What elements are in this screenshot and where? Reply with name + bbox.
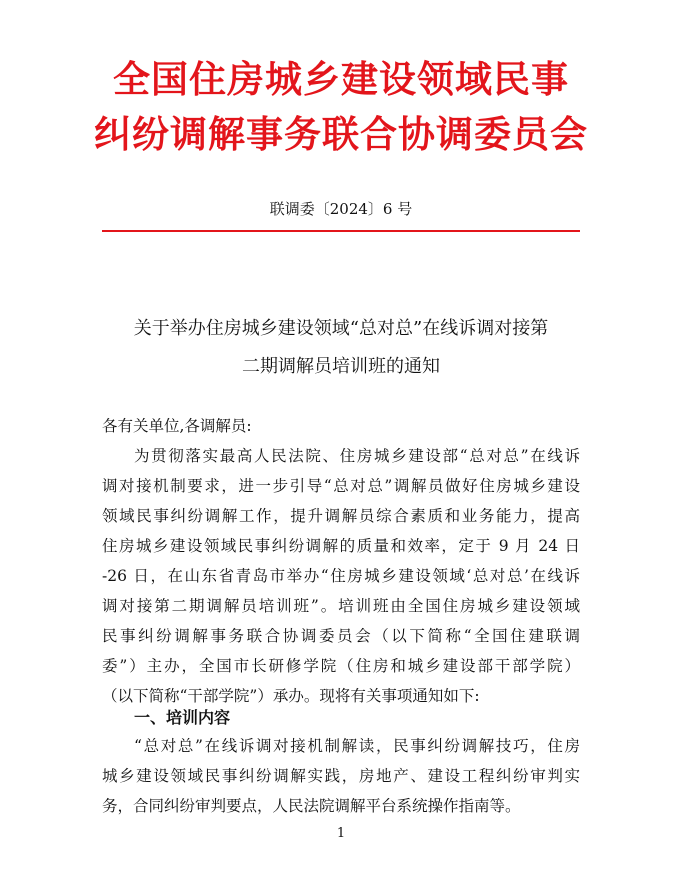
notice-title-line-2: 二期调解员培训班的通知 [242,356,440,377]
paragraph-line: 城乡建设领域民事纠纷调解实践，房地产、建设工程纠纷审判实 [102,767,580,785]
committee-name-line-2: 纠纷调解事务联合协调委员会 [94,113,588,156]
paragraph-line: 调对接机制要求，进一步引导“总对总”调解员做好住房城乡建设 [102,477,580,495]
notice-title-line-1: 关于举办住房城乡建设领域“总对总”在线诉调对接第 [133,318,549,339]
paragraph-line: 为贯彻落实最高人民法院、住房城乡建设部“总对总”在线诉 [134,447,580,465]
salutation: 各有关单位,各调解员: [102,417,252,435]
paragraph-line: 务，合同纠纷审判要点，人民法院调解平台系统操作指南等。 [102,797,521,815]
committee-name-line-1: 全国住房城乡建设领域民事 [113,58,569,101]
paragraph-line: （以下简称“干部学院”）承办。现将有关事项通知如下: [102,687,480,705]
paragraph-line: 领域民事纠纷调解工作，提升调解员综合素质和业务能力，提高 [102,507,580,525]
paragraph-line: 住房城乡建设领域民事纠纷调解的质量和效率，定于 9 月 24 日 [102,537,580,555]
page-number: 1 [336,826,346,841]
paragraph-line: “总对总”在线诉调对接机制解读，民事纠纷调解技巧，住房 [134,737,580,755]
document-number: 联调委〔2024〕6 号 [269,200,413,218]
red-divider-line [102,230,580,232]
section-heading-training-content: 一、培训内容 [134,708,231,727]
paragraph-line: -26 日，在山东省青岛市举办“住房城乡建设领域‘总对总’在线诉 [102,567,580,585]
paragraph-line: 调对接第二期调解员培训班”。培训班由全国住房城乡建设领域 [102,597,580,615]
paragraph-line: 委”）主办，全国市长研修学院（住房和城乡建设部干部学院） [102,657,580,675]
paragraph-line: 民事纠纷调解事务联合协调委员会（以下简称“全国住建联调 [102,627,580,645]
